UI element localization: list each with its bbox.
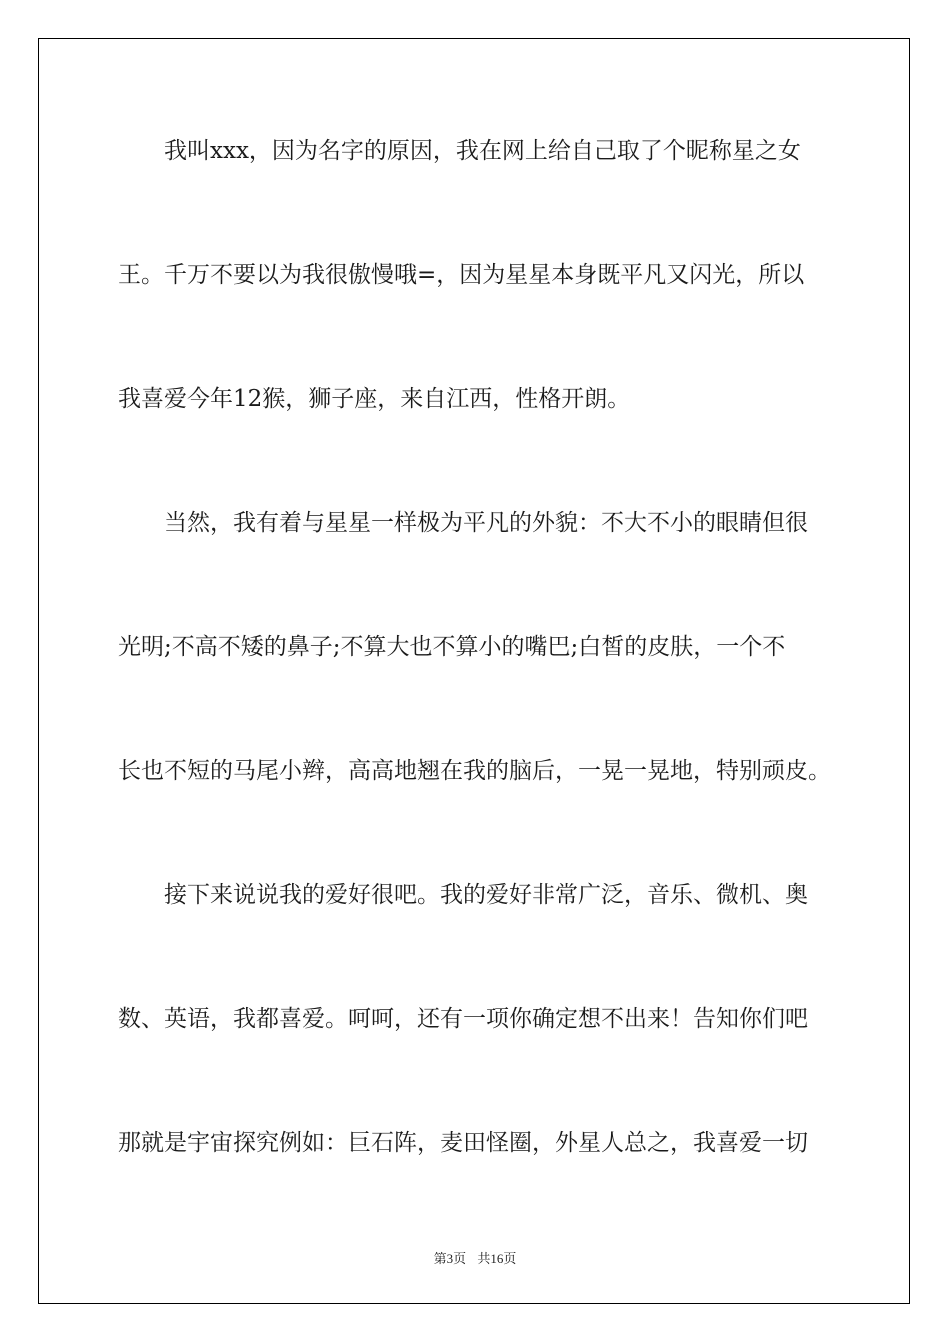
paragraph-line: 接下来说说我的爱好很吧。我的爱好非常广泛，音乐、微机、奥 [118,882,808,908]
page-border [38,38,910,1304]
paragraph-line: 我叫xxx，因为名字的原因，我在网上给自己取了个昵称星之女 [118,138,801,164]
paragraph-line: 当然，我有着与星星一样极为平凡的外貌：不大不小的眼睛但很 [118,510,808,536]
paragraph-line: 王。千万不要以为我很傲慢哦=，因为星星本身既平凡又闪光，所以 [118,262,805,288]
paragraph-line: 我喜爱今年12猴，狮子座，来自江西，性格开朗。 [118,386,631,412]
paragraph-line: 那就是宇宙探究例如：巨石阵，麦田怪圈，外星人总之，我喜爱一切 [118,1130,808,1156]
paragraph-line: 长也不短的马尾小辫，高高地翘在我的脑后，一晃一晃地，特别顽皮。 [118,758,831,784]
page-number: 第3页 [433,1251,467,1266]
paragraph-line: 光明;不高不矮的鼻子;不算大也不算小的嘴巴;白皙的皮肤，一个不 [118,634,786,660]
total-pages: 共16页 [477,1251,517,1266]
page-footer [0,1248,950,1267]
paragraph-line: 数、英语，我都喜爱。呵呵，还有一项你确定想不出来！告知你们吧 [118,1006,808,1032]
